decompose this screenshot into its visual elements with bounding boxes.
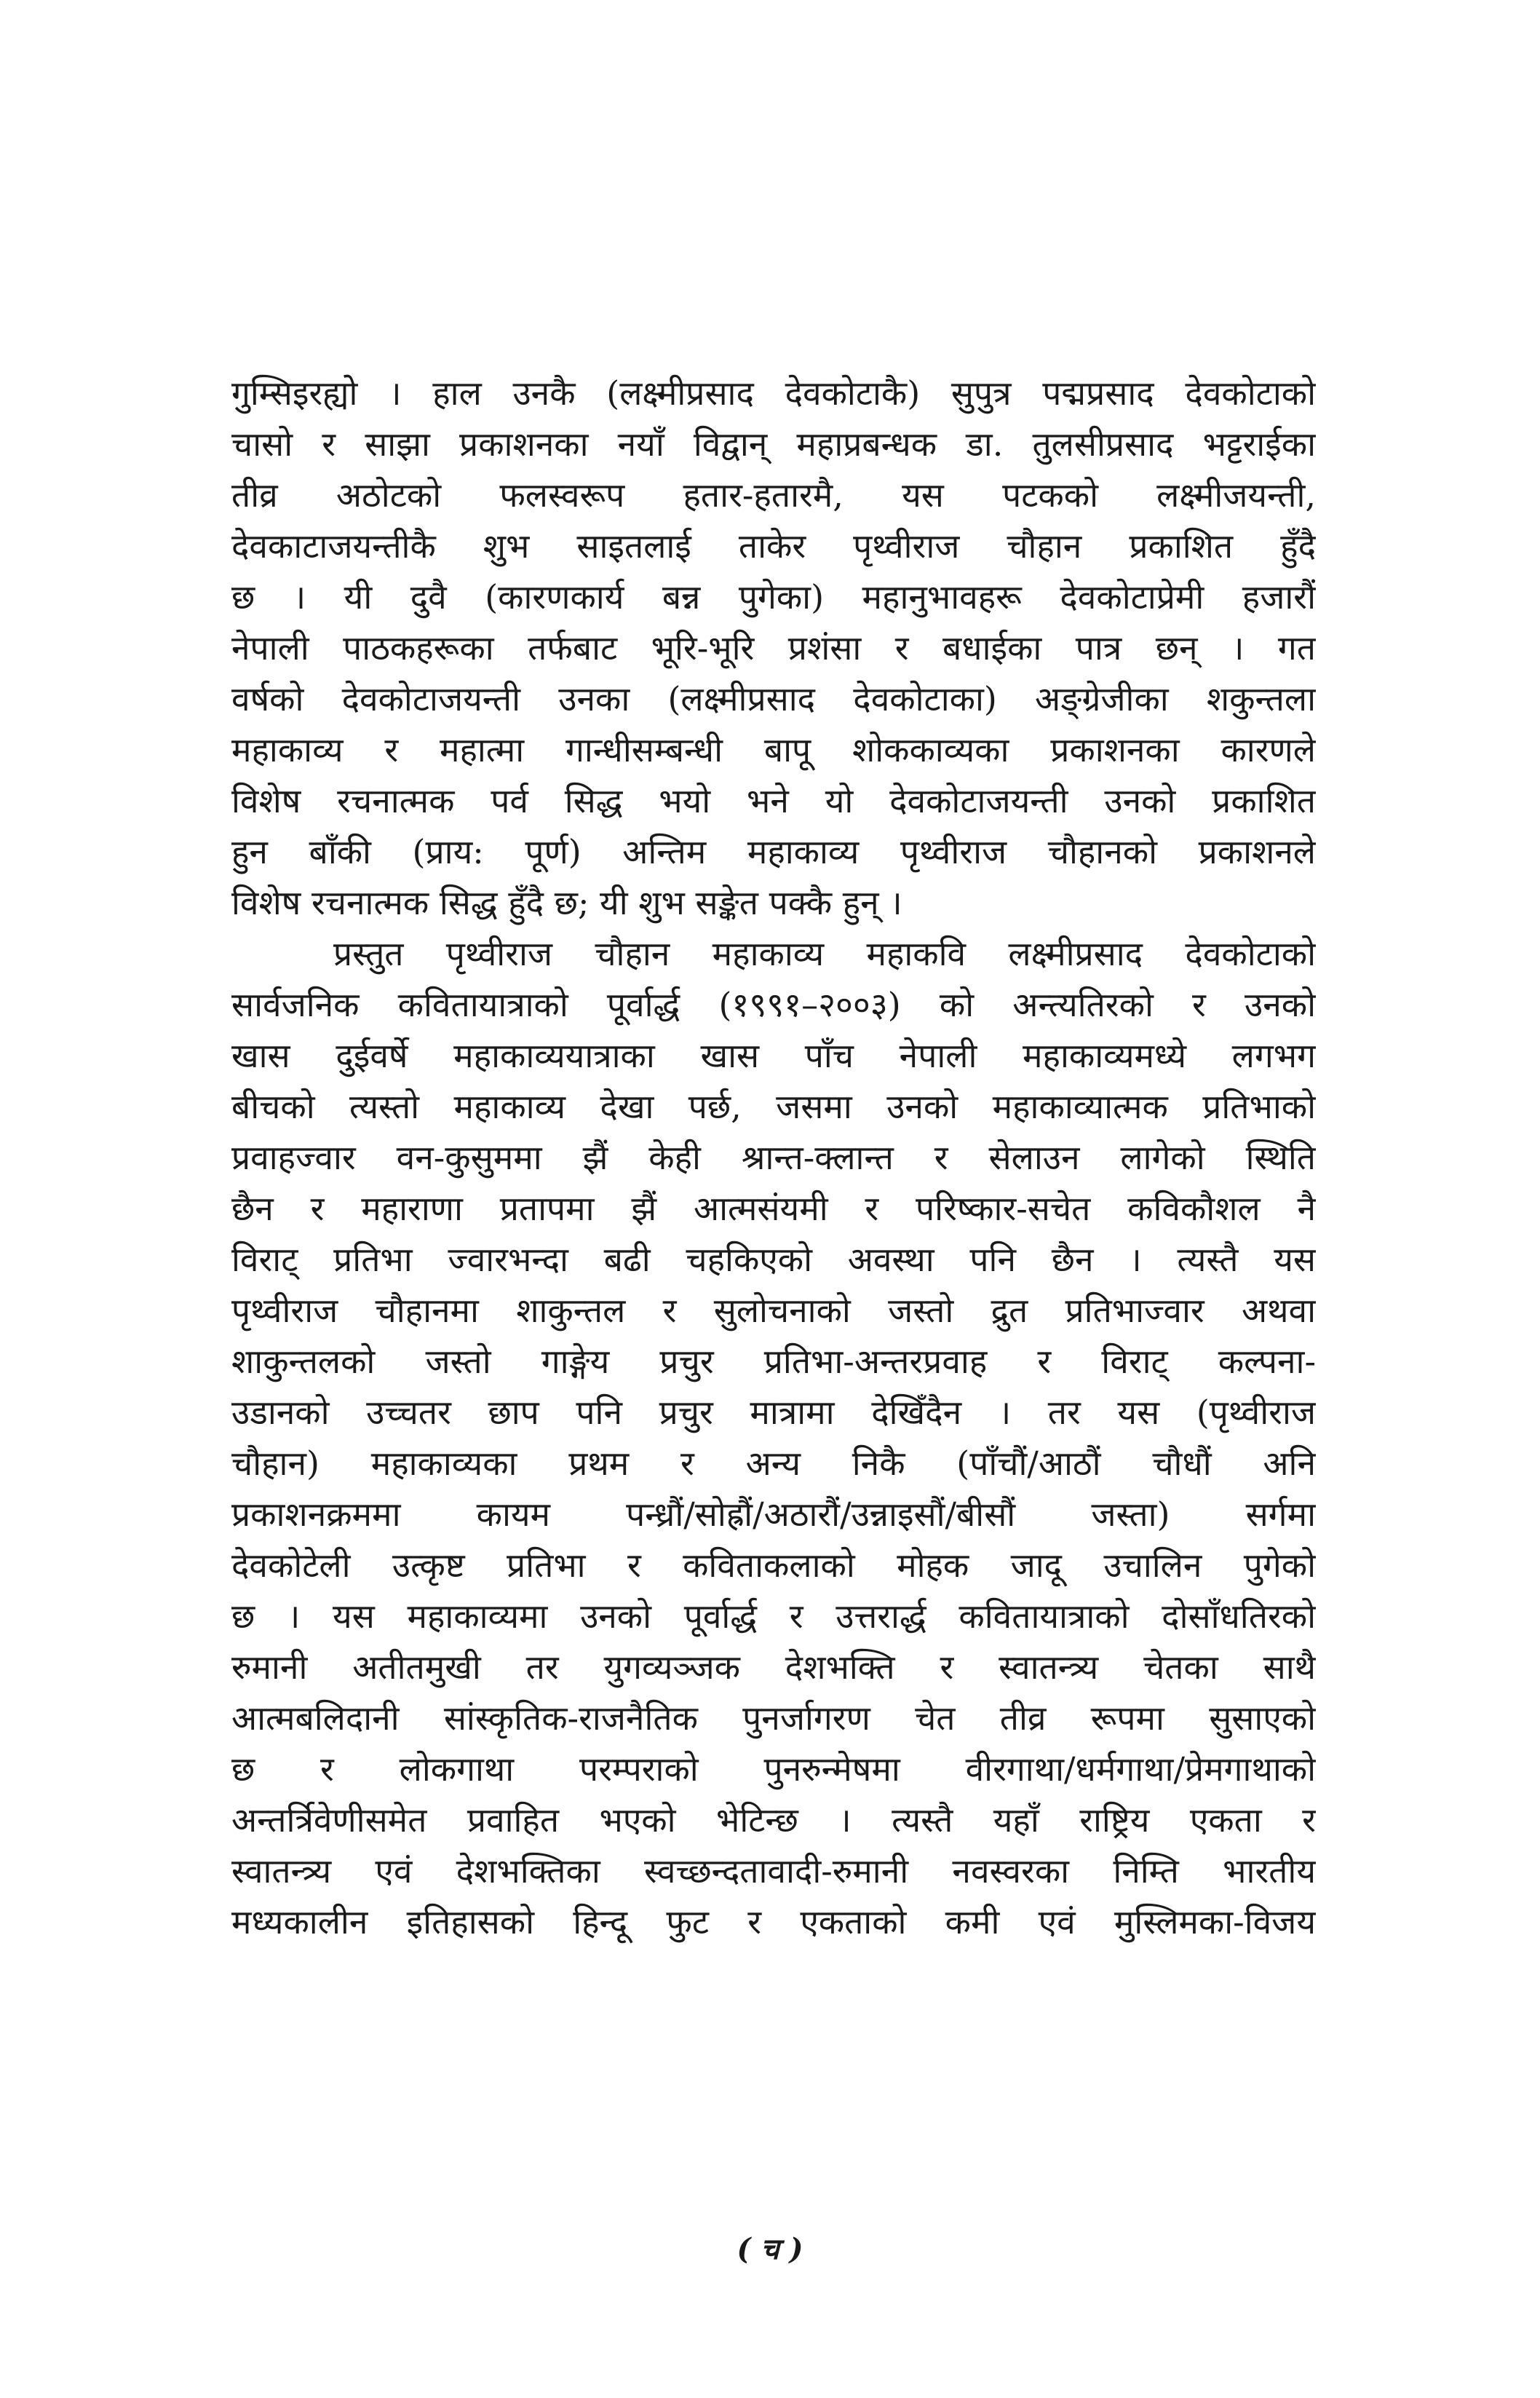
text-line: विराट् प्रतिभा ज्वारभन्दा बढी चहकिएको अवस्था पनि छैन । त्यस्तै यस [231, 1240, 1316, 1279]
paragraph-2 [231, 928, 1316, 1947]
text-line: सार्वजनिक कवितायात्राको पूर्वार्द्ध (१९९१–२००३) को अन्त्यतिरको र उनको [231, 985, 1316, 1024]
text-line: शाकुन्तलको जस्तो गाङ्गेय प्रचुर प्रतिभा-अन्तरप्रवाह र विराट् कल्पना- [231, 1342, 1316, 1381]
text-line: तीव्र अठोटको फलस्वरूप हतार-हतारमै, यस पटकको लक्ष्मीजयन्ती, [231, 475, 1316, 515]
text-line: प्रस्तुत पृथ्वीराज चौहान महाकाव्य महाकवि लक्ष्मीप्रसाद देवकोटाको [333, 934, 1316, 973]
text-line: हुन बाँकी (प्राय: पूर्ण) अन्तिम महाकाव्य पृथ्वीराज चौहानको प्रकाशनले [231, 832, 1316, 871]
text-line: छ । यस महाकाव्यमा उनको पूर्वार्द्ध र उत्तरार्द्ध कवितायात्राको दोसाँधतिरको [231, 1596, 1316, 1636]
text-line: विशेष रचनात्मक पर्व सिद्ध भयो भने यो देवकोटाजयन्ती उनको प्रकाशित [231, 781, 1316, 820]
text-line: प्रकाशनक्रममा कायम पन्ध्रौं/सोह्रौं/अठारौं/उन्नाइसौं/बीसौं जस्ता) सर्गमा [231, 1495, 1316, 1534]
text-line: रुमानी अतीतमुखी तर युगव्यञ्जक देशभक्ति र स्वातन्त्र्य चेतका साथै [231, 1647, 1316, 1687]
text-line: वर्षको देवकोटाजयन्ती उनका (लक्ष्मीप्रसाद देवकोटाका) अङ्ग्रेजीका शकुन्तला [231, 679, 1316, 719]
text-line: पृथ्वीराज चौहानमा शाकुन्तल र सुलोचनाको जस्तो द्रुत प्रतिभाज्वार अथवा [231, 1291, 1316, 1330]
text-line: उडानको उच्चतर छाप पनि प्रचुर मात्रामा देखिँदैन । तर यस (पृथ्वीराज [231, 1393, 1316, 1432]
text-line: स्वातन्त्र्य एवं देशभक्तिका स्वच्छन्दतावादी-रुमानी नवस्वरका निम्ति भारतीय [231, 1851, 1316, 1891]
text-line: चौहान) महाकाव्यका प्रथम र अन्य निकै (पाँचौं/आठौं चौधौं अनि [231, 1444, 1316, 1483]
page-number: ( च ) [737, 2232, 803, 2266]
paragraph-1 [231, 368, 1316, 928]
text-line: छैन र महाराणा प्रतापमा झैं आत्मसंयमी र परिष्कार-सचेत कविकौशल नै [231, 1189, 1316, 1228]
text-line: महाकाव्य र महात्मा गान्धीसम्बन्धी बापू शोककाव्यका प्रकाशनका कारणले [231, 730, 1316, 769]
text-line: खास दुईवर्षे महाकाव्ययात्राका खास पाँच नेपाली महाकाव्यमध्ये लगभग [231, 1036, 1316, 1075]
text-line: अन्तर्त्रिवेणीसमेत प्रवाहित भएको भेटिन्छ । त्यस्तै यहाँ राष्ट्रिय एकता र [231, 1800, 1316, 1840]
text-line: चासो र साझा प्रकाशनका नयाँ विद्वान् महाप्रबन्धक डा. तुलसीप्रसाद भट्टराईका [231, 424, 1316, 464]
text-line: आत्मबलिदानी सांस्कृतिक-राजनैतिक पुनर्जागरण चेत तीव्र रूपमा सुसाएको [231, 1698, 1316, 1738]
text-line: देवकोटेली उत्कृष्ट प्रतिभा र कविताकलाको मोहक जादू उचालिन पुगेको [231, 1546, 1316, 1585]
text-line: मध्यकालीन इतिहासको हिन्दू फुट र एकताको कमी एवं मुस्लिमका-विजय [231, 1902, 1316, 1942]
text-line: छ र लोकगाथा परम्पराको पुनरुन्मेषमा वीरगाथा/धर्मगाथा/प्रेमगाथाको [231, 1749, 1316, 1789]
text-line: छ । यी दुवै (कारणकार्य बन्न पुगेका) महानुभावहरू देवकोटाप्रेमी हजारौं [231, 577, 1316, 617]
text-line: बीचको त्यस्तो महाकाव्य देखा पर्छ, जसमा उनको महाकाव्यात्मक प्रतिभाको [231, 1087, 1316, 1126]
text-line: नेपाली पाठकहरूका तर्फबाट भूरि-भूरि प्रशंसा र बधाईका पात्र छन् । गत [231, 628, 1316, 668]
text-line: प्रवाहज्वार वन-कुसुममा झैं केही श्रान्त-क्लान्त र सेलाउन लागेको स्थिति [231, 1138, 1316, 1177]
text-line: विशेष रचनात्मक सिद्ध हुँदै छ; यी शुभ सङ्केत पक्कै हुन् । [231, 883, 902, 922]
body-text [231, 368, 1316, 1947]
text-line: गुम्सिइरह्योे । हाल उनकै (लक्ष्मीप्रसाद देवकोटाकै) सुपुत्र पद्मप्रसाद देवकोटाको [231, 373, 1316, 413]
text-line: देवकाटाजयन्तीकै शुभ साइतलाई ताकेर पृथ्वीराज चौहान प्रकाशित हुँदै [231, 526, 1316, 566]
